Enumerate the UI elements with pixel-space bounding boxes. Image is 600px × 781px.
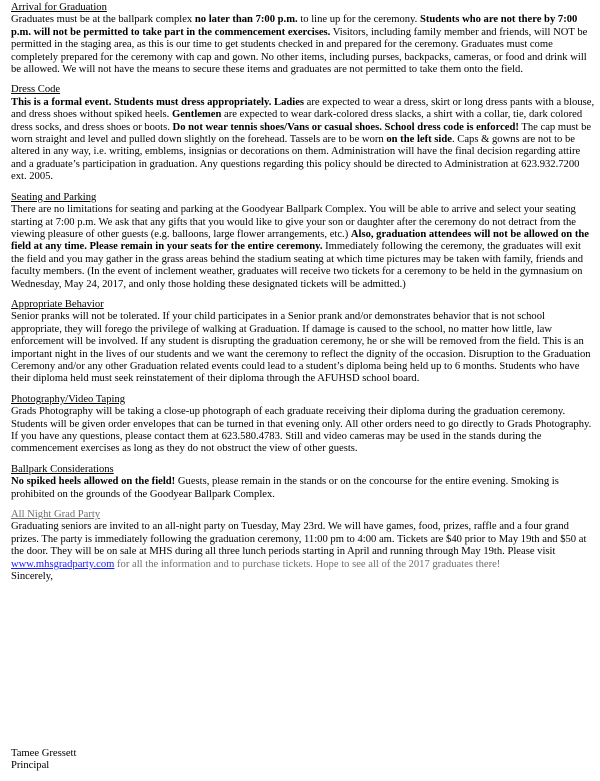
- grad-party-body: [11, 521, 596, 571]
- seating-bold-1: Also, graduation attendees will not be allowed on the field at any time. Please remain in your seats for the entire ceremony.: [11, 228, 589, 253]
- ballpark-text-1: Guests, please remain in the stands or on the concourse for the entire evening. Smoking is prohibited on the grounds of the Goodyear Ballpark Complex.: [11, 476, 559, 500]
- arrival-bold-1: no later than 7:00 p.m.: [194, 14, 298, 26]
- sincerely-text: Sincerely,: [11, 571, 53, 583]
- photography-heading: Photography/Video Taping: [11, 393, 126, 405]
- grad-party-heading: All Night Grad Party: [11, 509, 101, 521]
- seating-text-1: There are no limitations for seating and parking at the Goodyear Ballpark Complex. You will be able to arrive and select your seating starting at 7:00 p.m. We ask that any gifts that you would like to give your son or daughter after the ceremony do not detract from the viewing pleasure of other guests (e.g. balloons, large flower arrangements, etc.): [11, 204, 576, 240]
- arrival-body: [11, 14, 596, 76]
- party-text-1: Graduating seniors are invited to an all-night party on Tuesday, May 23rd. We will have games, food, prizes, raffle and a four grand prizes. The party is immediately following the graduation ceremony, 11:00 pm to 4:00 am. Tickets are $40 prior to May 19th and $50 at the door. They will be on sale at MHS during all three lunch periods starting in April and running through May 19th. Please visit: [11, 521, 587, 558]
- arrival-section: [11, 2, 596, 76]
- dress-code-heading: Dress Code: [11, 84, 61, 96]
- dress-text-4: . Caps & gowns are not to be altered in any way, i.e. writing, emblems, insignias or decorations on them. Administration will have the final decision regarding attire and a graduate’s participation in graduation. Any questions regarding this policy should be directed to Administration at 623.932.7200 ext. 2005.: [11, 134, 581, 183]
- ballpark-section: [11, 464, 596, 501]
- ballpark-body: [11, 476, 596, 501]
- party-text-2: for all the information and to purchase tickets. Hope to see all of the 2017 graduates there!: [114, 558, 501, 570]
- photography-body: Grads Photography will be taking a close-up photograph of each graduate receiving their diploma during the graduation ceremony. Students will be given order envelopes that can be turned in that evening only. All other orders need to go directly to Grads Photography. If you have any questions, please contact them at 623.580.4783. Still and video cameras may be used in the stands during the commencement exercises as long as they do not obstruct the view of other guests.: [11, 406, 592, 455]
- arrival-text-3: Visitors, including family member and friends, will NOT be permitted in the staging area, as this is our time to get students checked in and prepared for the ceremony. Graduates must come completely prepared for the ceremony with cap and gown. No other items, including purses, backpacks, cameras, or food and drink will be allowed. We will not have the means to secure these items and graduates are not permitted to take them onto the field.: [11, 26, 588, 76]
- grad-party-link[interactable]: www.mhsgradparty.com: [11, 558, 115, 570]
- dress-text-1: are expected to wear a dress, skirt or long dress pants with a blouse, and dress shoes without spiked heels.: [11, 96, 595, 121]
- seating-text-2: Immediately following the ceremony, the graduates will exit the field and you may gather in the grass areas behind the stadium seating at which time pictures may be taken with family, friends and faculty members. (In the event of inclement weather, graduates will receive two tickets for a ceremony to be held in the gymnasium on Wednesday, May 24, 2017, and only those holding these designated tickets will be admitted.): [11, 241, 584, 290]
- ballpark-bold-1: No spiked heels allowed on the field!: [11, 476, 176, 488]
- ballpark-heading: Ballpark Considerations: [11, 463, 114, 475]
- signer-name: Tamee Gressett: [11, 748, 77, 759]
- behavior-heading: Appropriate Behavior: [11, 298, 104, 310]
- dress-bold-2: Gentlemen: [171, 109, 222, 121]
- dress-code-section: [11, 84, 596, 183]
- dress-bold-3: Do not wear tennis shoes/Vans or casual shoes. School dress code is enforced!: [172, 121, 519, 133]
- seating-section: [11, 192, 596, 291]
- arrival-bold-2: Students who are not there by 7:00 p.m. will not be permitted to take part in the commencement exercises.: [11, 14, 578, 38]
- arrival-text-1: Graduates must be at the ballpark complex: [11, 14, 195, 26]
- behavior-body: Senior pranks will not be tolerated. If your child participates in a Senior prank and/or demonstrates behavior that is not school appropriate, they will forego the privilege of walking at Graduation. If damage is caused to the school, no matter how little, law enforcement will be involved. If any student is disrupting the graduation ceremony, he or she will be removed from the field. This is an important night in the lives of our students and we want the ceremony to reflect the dignity of the occasion. Disruption to the Graduation Ceremony and/or any other Graduation related events could lead to a student’s diploma being held up to 6 months. Students who have their diploma held must seek reinstatement of their diploma through the AFUHSD school board.: [11, 311, 591, 385]
- seating-heading: Seating and Parking: [11, 191, 97, 203]
- dress-bold-1: This is a formal event. Students must dress appropriately. Ladies: [11, 96, 305, 108]
- seating-body: [11, 204, 596, 291]
- dress-text-2: are expected to wear dark-colored dress slacks, a shirt with a collar, tie, dark colored dress socks, and dress shoes or boots.: [11, 109, 583, 133]
- dress-text-3: The cap must be worn straight and level and pulled down slightly on the forehead. Tassels are to be worn: [11, 121, 592, 146]
- arrival-text-2: to line up for the ceremony.: [297, 14, 420, 26]
- photography-section: [11, 394, 596, 456]
- grad-party-section: [11, 509, 596, 583]
- behavior-section: [11, 299, 596, 386]
- arrival-heading: Arrival for Graduation: [11, 2, 107, 13]
- dress-code-body: [11, 97, 596, 184]
- dress-bold-4: on the left side: [386, 134, 452, 146]
- signer-title: Principal: [11, 760, 50, 772]
- signature-block: [11, 748, 76, 773]
